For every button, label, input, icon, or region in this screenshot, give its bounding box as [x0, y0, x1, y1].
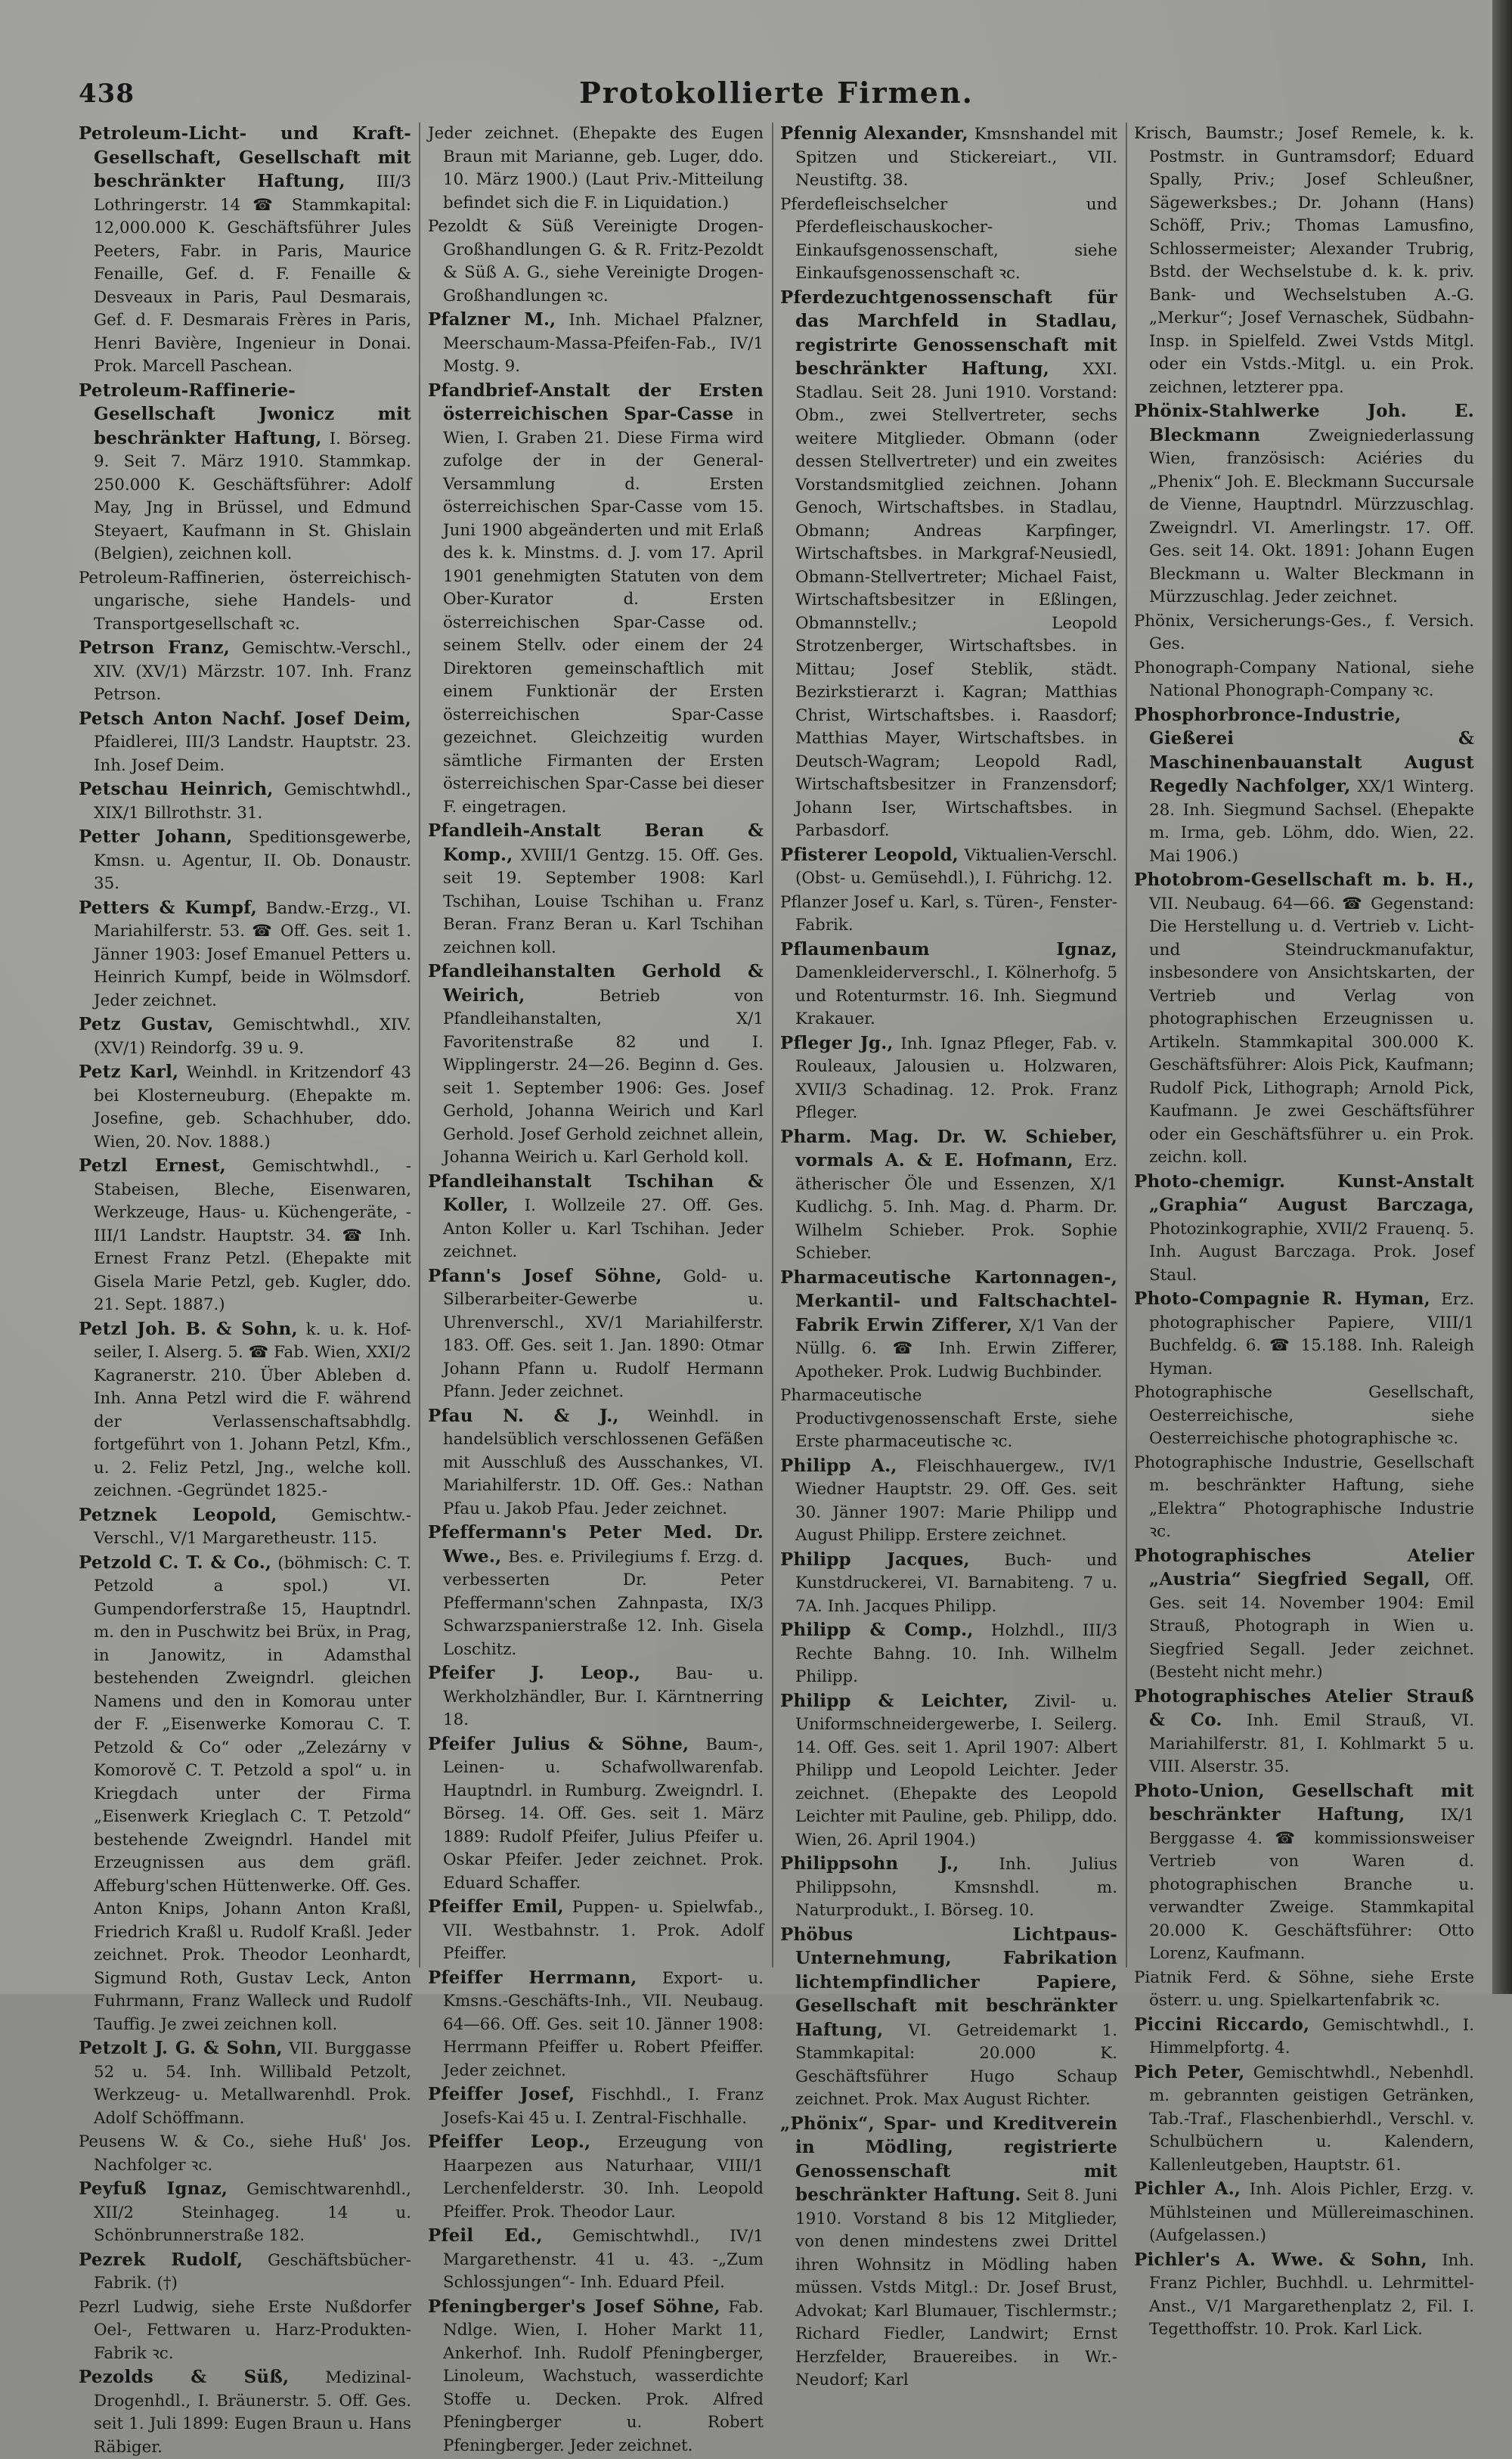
firm-name: Photobrom-Gesellschaft m. b. H.,	[1134, 870, 1474, 890]
entry-details: Inh. Ignaz Pfleger, Fab. v. Rouleaux, Jalousien u. Holzwaren, XVII/3 Schadinag. 12. Prok. Franz Pfleger.	[795, 1034, 1117, 1122]
firm-name: Pfennig Alexander,	[780, 123, 968, 144]
firm-name: Peyfuß Ignaz,	[79, 2178, 228, 2199]
firm-name: Pfisterer Leopold,	[780, 844, 959, 865]
entry-details: Bandw.-Erzg., VI. Mariahilferstr. 53. ☎ Off. Ges. seit 1. Jänner 1903: Josef Emanuel Petters u. Heinrich Kumpf, beide in Wölmsdorf. Jeder zeichnet.	[94, 898, 411, 1010]
directory-entry	[79, 1013, 411, 1060]
directory-entry	[1134, 2014, 1474, 2061]
directory-entry	[79, 2178, 411, 2248]
entry-details: Speditionsgewerbe, Kmsn. u. Agentur, II. Ob. Donaustr. 35.	[94, 828, 411, 893]
firm-name: Pfandbrief-Anstalt der Ersten österreichischen Spar-Casse	[428, 380, 764, 424]
firm-name: Pferdezuchtgenossenschaft für das Marchfeld in Stadlau, registrirte Genossenschaft mit beschränkter Haftung,	[780, 287, 1117, 379]
directory-entry	[79, 1155, 411, 1317]
entry-details: Gemischtwhdl., Nebenhdl. m. gebrannten geistigen Getränken, Tab.-Traf., Flaschenbierhdl., Verschl. v. Schulbüchern u. Kalendern, Kallenleutgeben, Hauptstr. 61.	[1149, 2063, 1474, 2175]
entry-details: Photographische Gesellschaft, Oesterreichische, siehe Oesterreichische photographische ꝛc.	[1134, 1383, 1474, 1448]
entry-details: Erz. ätherischer Öle und Essenzen, X/1 Kudlichg. 5. Inh. Mag. d. Pharm. Dr. Wilhelm Schieber. Prok. Sophie Schieber.	[795, 1152, 1117, 1263]
directory-entry	[1134, 400, 1474, 609]
directory-entry	[1134, 2178, 1474, 2248]
running-title: Protokollierte Firmen.	[579, 76, 974, 110]
entry-details: Seit 8. Juni 1910. Vorstand 8 bis 12 Mitglieder, von denen mindestens zwei Drittel ihren Wohnsitz in Mödling haben müssen. Vstds Mitgl.: Dr. Josef Brust, Advokat; Karl Blumauer, Tischlermstr.; Richard Fiedler, Landwirt; Ernst Herzfelder, Brauereibes. in Wr.-Neudorf; Karl	[795, 2186, 1117, 2389]
directory-entry	[780, 1267, 1117, 1385]
directory-entry	[780, 2113, 1117, 2392]
directory-entry	[780, 1385, 1117, 1454]
firm-name: Pfeiffer Josef,	[428, 2084, 575, 2104]
entry-details: Baum-, Leinen- u. Schafwollwarenfab. Hauptndrl. in Rumburg. Zweigndrl. I. Börseg. 14. Off. Ges. seit 1. März 1889: Rudolf Pfeifer, Julius Pfeifer u. Oskar Pfeifer. Jeder zeichnet. Prok. Eduard Schaffer.	[443, 1735, 764, 1893]
directory-entry	[1134, 122, 1474, 399]
entry-details: Betrieb von Pfandleihanstalten, X/1 Favoritenstraße 82 und I. Wipplingerstr. 24—26. Beginn d. Ges. seit 1. September 1906: Ges. Josef Gerhold, Johanna Weirich und Karl Gerhold. Josef Gerhold zeichnet allein, Johanna Weirich u. Karl Gerhold koll.	[443, 986, 764, 1167]
directory-entry	[1134, 610, 1474, 656]
entry-details: Gold- u. Silberarbeiter-Gewerbe u. Uhrenverschl., XV/1 Mariahilferstr. 183. Off. Ges. seit 1. Jan. 1890: Otmar Johann Pfann u. Rudolf Hermann Pfann. Jeder zeichnet.	[443, 1267, 764, 1401]
directory-entry	[780, 892, 1117, 938]
firm-name: Pfeningberger's Josef Söhne,	[428, 2296, 720, 2317]
directory-entry	[780, 1032, 1117, 1125]
directory-entry	[428, 820, 764, 960]
firm-name: Photo-Union, Gesellschaft mit beschränkter Haftung,	[1134, 1780, 1474, 1825]
directory-entry	[780, 122, 1117, 193]
firm-name: Petroleum-Licht- und Kraft-Gesellschaft, Gesellschaft mit beschränkter Haftung,	[79, 123, 411, 191]
directory-entry	[780, 844, 1117, 891]
firm-name: Pfeil Ed.,	[428, 2225, 543, 2246]
entry-details: Fleischhauergew., IV/1 Wiedner Hauptstr. 29. Off. Ges. seit 30. Jänner 1907: Marie Philipp und August Philipp. Erstere zeichnet.	[795, 1456, 1117, 1545]
firm-name: Petroleum-Raffinerie-Gesellschaft Jwonicz mit beschränkter Haftung,	[79, 380, 411, 448]
directory-entry	[428, 960, 764, 1170]
entry-details: Pharmaceutische Productivgenossenschaft Erste, siehe Erste pharmaceutische ꝛc.	[780, 1386, 1117, 1451]
entry-details: Gemischtwhdl., XIV. (XV/1) Reindorfg. 39 u. 9.	[94, 1016, 411, 1058]
directory-entry	[79, 637, 411, 707]
directory-entry	[428, 1896, 764, 1966]
firm-name: Pfandleih-Anstalt Beran & Komp.,	[428, 820, 764, 865]
entry-details: Gemischtwhdl., IV/1 Margarethenstr. 41 u. 43. -„Zum Schlossjungen“- Inh. Eduard Pfeil.	[443, 2227, 764, 2292]
entry-details: Photozinkographie, XVII/2 Frauenq. 5. Inh. August Barczaga. Prok. Josef Staul.	[1149, 1219, 1474, 1285]
entry-details: Pezoldt & Süß Vereinigte Drogen-Großhandlungen G. & R. Fritz-Pezoldt & Süß A. G., siehe Vereinigte Drogen-Großhandlungen ꝛc.	[428, 217, 764, 305]
entry-details: Gemischtwhdl., -Stabeisen, Bleche, Eisenwaren, Werkzeuge, Haus- u. Küchengeräte, -III/1 Landstr. Hauptstr. 34. ☎ Inh. Ernest Franz Petzl. (Ehepakte mit Gisela Marie Petzl, geb. Kugler, ddo. 21. Sept. 1887.)	[94, 1157, 411, 1314]
directory-entry	[780, 1853, 1117, 1923]
directory-entry	[428, 380, 764, 820]
directory-entry	[79, 380, 411, 566]
directory-entry	[79, 778, 411, 825]
firm-name: Petsch Anton Nachf. Josef Deim,	[79, 708, 411, 729]
firm-name: Pfeifer J. Leop.,	[428, 1663, 641, 1683]
directory-entry	[79, 1504, 411, 1551]
entry-details: k. u. k. Hof-seiler, I. Alserg. 5. ☎ Fab. Wien, XXI/2 Kagranerstr. 210. Über Ableben d. Inh. Anna Petzl wird die F. während der Verlassenschaftsabhdlg. fortgeführt von 1. Johann Petzl, Kfm., u. 2. Feliz Petzl, Jng., welche koll. zeichnen. -Gegründet 1825.-	[94, 1319, 411, 1500]
entry-details: Gemischtw.-Verschl., XIV. (XV/1) Märzstr. 107. Inh. Franz Petrson.	[94, 639, 411, 704]
directory-entry	[780, 1924, 1117, 2112]
entry-details: XX/1 Winterg. 28. Inh. Siegmund Sachsel. (Ehepakte m. Irma, geb. Löhm, ddo. Wien, 22. Mai 1906.)	[1149, 777, 1474, 866]
entry-details: in Wien, I. Graben 21. Diese Firma wird zufolge der in der General-Versammlung d. Ersten österreichischen Spar-Casse vom 15. Juni 1900 abgeänderten und mit Erlaß des k. k. Minstms. d. J. vom 17. April 1901 genehmigten Statuten von dem Ober-Kurator d. Ersten österreichischen Spar-Casse od. seinem Stellv. oder einem der 24 Direktoren gemeinschaftlich mit einem Funktionär der Ersten österreichischen Spar-Casse gezeichnet. Gleichzeitig wurden sämtliche Firmanten der Ersten österreichischen Spar-Casse bei dieser F. eingetragen.	[443, 405, 764, 817]
directory-entry	[780, 1690, 1117, 1853]
directory-entry	[79, 1552, 411, 2037]
entry-details: Jeder zeichnet. (Ehepakte des Eugen Braun mit Marianne, geb. Luger, ddo. 10. März 1900.) (Laut Priv.-Mitteilung befindet sich die F. in Liquidation.)	[428, 124, 764, 212]
directory-entry	[1134, 1967, 1474, 2013]
column-2	[428, 122, 764, 2455]
entry-details: Pferdefleischselcher und Pferdefleischauskocher-Einkaufsgenossenschaft, siehe Einkaufsgenossenschaft ꝛc.	[780, 194, 1117, 283]
entry-details: Inh. Julius Philippsohn, Kmsnshdl. m. Naturprodukt., I. Börseg. 10.	[795, 1855, 1117, 1920]
entry-details: Zweigniederlassung Wien, französisch: Aciéries du „Phenix“ Joh. E. Bleckmann Succursale de Vienne, Hauptndrl. Mürzzuschlag. Zweigndrl. VI. Amerlingstr. 17. Off. Ges. seit 14. Okt. 1891: Johann Eugen Bleckmann u. Walter Bleckmann in Mürzzuschlag. Jeder zeichnet.	[1149, 426, 1474, 606]
directory-entry	[428, 122, 764, 215]
firm-name: Phosphorbronce-Industrie, Gießerei & Maschinenbauanstalt August Regedly Nachfolger,	[1134, 704, 1474, 796]
directory-entry	[428, 1967, 764, 2083]
firm-name: Photo-chemigr. Kunst-Anstalt „Graphia“ August Barczaga,	[1134, 1171, 1474, 1215]
directory-entry	[780, 1455, 1117, 1548]
directory-entry	[1134, 2061, 1474, 2178]
entry-details: Weinhdl. in handelsüblich verschlossenen Gefäßen mit Ausschluß des Ausschankes, VI. Mariahilferstr. 1D. Off. Ges.: Nathan Pfau u. Jakob Pfau. Jeder zeichnet.	[443, 1406, 764, 1518]
firm-name: Petschau Heinrich,	[79, 779, 274, 799]
directory-entry	[428, 216, 764, 308]
directory-entry	[428, 1662, 764, 1732]
firm-name: Pfann's Josef Söhne,	[428, 1265, 662, 1286]
entry-details: I. Börseg. 9. Seit 7. März 1910. Stammkap. 250.000 K. Geschäftsführer: Adolf May, Jng in Brüssel, und Edmund Steyaert, Kaufmann in St. Ghislain (Belgien), zeichnen koll.	[94, 429, 411, 563]
directory-entry	[79, 2249, 411, 2296]
firm-name: Photographisches Atelier Strauß & Co.	[1134, 1685, 1474, 1730]
entry-details: Puppen- u. Spielwfab., VII. Westbahnstr. 1. Prok. Adolf Pfeiffer.	[443, 1898, 764, 1963]
entry-details: XXI. Stadlau. Seit 28. Juni 1910. Vorstand: Obm., zwei Stellvertreter, sechs weitere Mitglieder. Obmann (oder dessen Stellvertreter) und ein zweites Vorstandsmitglied zeichnen. Johann Genoch, Wirtschaftsbes. in Stadlau, Obmann; Andreas Karpfinger, Wirtschaftsbes. in Markgraf-Neusiedl, Obmann-Stellvertreter; Michael Faist, Wirtschaftsbesitzer in Eßlingen, Obmannstellv.; Leopold Strotzenberger, Wirtschaftsbes. in Mittau; Josef Steblik, städt. Bezirkstierarzt i. Kagran; Matthias Christ, Wirtschaftsbes. i. Raasdorf; Matthias Mayer, Wirtschaftsbes. in Deutsch-Wagram; Leopold Radl, Wirtschaftsbesitzer in Franzensdorf; Johann Iser, Wirtschaftsbes. in Parbasdorf.	[795, 360, 1117, 840]
entry-details: Export- u. Kmsns.-Geschäfts-Inh., VII. Neubaug. 64—66. Off. Ges. seit 10. Jänner 1908: Herrmann Pfeiffer u. Robert Pfeiffer. Jeder zeichnet.	[443, 1968, 764, 2080]
directory-entry	[780, 287, 1117, 843]
firm-name: Pichler's A. Wwe. & Sohn,	[1134, 2249, 1427, 2270]
directory-entry	[79, 897, 411, 1013]
directory-entry	[1134, 704, 1474, 869]
directory-entry	[1134, 2249, 1474, 2342]
entry-details: Geschäftsbücher-Fabrik. (†)	[94, 2250, 411, 2293]
entry-details: Peusens W. & Co., siehe Huß' Jos. Nachfolger ꝛc.	[79, 2132, 411, 2175]
firm-name: Phönix-Stahlwerke Joh. E. Bleckmann	[1134, 401, 1474, 445]
firm-name: Phöbus Lichtpaus-Unternehmung, Fabrikation lichtempfindlicher Papiere, Gesellschaft mit beschränkter Haftung,	[780, 1924, 1117, 2040]
entry-details: Off. Ges. seit 14. November 1904: Emil Strauß, Photograph in Wien u. Siegfried Segall. Jeder zeichnet. (Besteht nicht mehr.)	[1149, 1571, 1474, 1682]
directory-entry	[79, 708, 411, 778]
entry-details: Inh. Franz Pichler, Buchhdl. u. Lehrmittel-Anst., V/1 Margarethenplatz 2, Fil. I. Tegetthoffstr. 10. Prok. Karl Lick.	[1149, 2250, 1474, 2339]
firm-name: Philipp & Leichter,	[780, 1690, 1009, 1711]
directory-entry	[428, 1265, 764, 1404]
firm-name: Petrson Franz,	[79, 637, 230, 658]
binding-edge	[1492, 0, 1512, 1994]
firm-name: Photographisches Atelier „Austria“ Siegfried Segall,	[1134, 1545, 1474, 1589]
firm-name: Petters & Kumpf,	[79, 897, 257, 918]
entry-details: Gemischtw.-Verschl., V/1 Margaretheustr. 115.	[94, 1505, 411, 1548]
firm-name: Philippsohn J.,	[780, 1853, 959, 1874]
entry-details: Piatnik Ferd. & Söhne, siehe Erste österr. u. ung. Spielkartenfabrik ꝛc.	[1134, 1968, 1474, 2010]
firm-name: „Phönix“, Spar- und Kreditverein in Mödling, registrierte Genossenschaft mit beschränkter Haftung.	[780, 2113, 1117, 2205]
firm-name: Pichler A.,	[1134, 2178, 1241, 2199]
entry-details: Photographische Industrie, Gesellschaft m. beschränkter Haftung, siehe „Elektra“ Photographische Industrie ꝛc.	[1134, 1453, 1474, 1541]
firm-name: Pharm. Mag. Dr. W. Schieber, vormals A. & E. Hofmann,	[780, 1126, 1117, 1171]
column-4	[1134, 122, 1474, 2339]
directory-entry	[1134, 1381, 1474, 1451]
directory-entry	[780, 1549, 1117, 1619]
directory-entry	[79, 2366, 411, 2459]
entry-details: Pfaidlerei, III/3 Landstr. Hauptstr. 23. Inh. Josef Deim.	[94, 733, 411, 775]
column-1	[79, 122, 412, 2457]
firm-name: Pfeiffer Herrmann,	[428, 1967, 637, 1988]
entry-details: Kmsnshandel mit Spitzen und Stickereiart., VII. Neustiftg. 38.	[795, 125, 1117, 190]
firm-name: Piccini Riccardo,	[1134, 2014, 1310, 2035]
firm-name: Pfeffermann's Peter Med. Dr. Wwe.,	[428, 1522, 764, 1567]
entry-details: I. Wollzeile 27. Off. Ges. Anton Koller u. Karl Tschihan. Jeder zeichnet.	[443, 1196, 764, 1261]
firm-name: Petz Karl,	[79, 1062, 179, 1082]
firm-name: Petz Gustav,	[79, 1014, 214, 1034]
directory-entry	[428, 2296, 764, 2458]
firm-name: Pezrek Rudolf,	[79, 2249, 243, 2270]
directory-entry	[428, 309, 764, 379]
firm-name: Pezolds & Süß,	[79, 2367, 290, 2387]
entry-details: X/1 Van der Nüllg. 6. ☎ Inh. Erwin Zifferer, Apotheker. Prok. Ludwig Buchbinder.	[795, 1316, 1117, 1381]
firm-name: Pfeiffer Emil,	[428, 1896, 564, 1917]
directory-entry	[780, 194, 1117, 286]
directory-entry	[79, 2131, 411, 2177]
entry-details: Gemischtwarenhdl., XII/2 Steinhageg. 14 u. Schönbrunnerstraße 182.	[94, 2180, 411, 2245]
entry-details: Erzeugung von Haarpezen aus Naturhaar, VIII/1 Lerchenfelderstr. 30. Inh. Leopold Pfeiffer. Prok. Theodor Laur.	[443, 2133, 764, 2222]
firm-name: Pfalzner M.,	[428, 309, 556, 330]
entry-details: Weinhdl. in Kritzendorf 43 bei Klosterneuburg. (Ehepakte m. Josefine, geb. Schachhuber, ddo. Wien, 20. Nov. 1888.)	[94, 1063, 411, 1152]
column-3	[780, 122, 1117, 2389]
entry-details: Phonograph-Company National, siehe National Phonograph-Company ꝛc.	[1134, 658, 1474, 700]
entry-details: Holzhdl., III/3 Rechte Bahng. 10. Inh. Wilhelm Philipp.	[795, 1621, 1117, 1686]
directory-entry	[428, 2225, 764, 2295]
firm-name: Petzolt J. G. & Sohn,	[79, 2038, 283, 2058]
firm-name: Petter Johann,	[79, 826, 233, 847]
firm-name: Petzold C. T. & Co.,	[79, 1552, 272, 1573]
entry-details: VI. Getreidemarkt 1. Stammkapital: 20.000 K. Geschäftsführer Hugo Schaup zeichnet. Prok. Max August Richter.	[795, 2020, 1117, 2109]
entry-details: VII. Neubaug. 64—66. ☎ Gegenstand: Die Herstellung u. d. Vertrieb v. Licht- und Steindruckmanufaktur, insbesondere von Ansichtskarten, der Vertrieb und Verlag von photographischen Erzeugnissen u. Artikeln. Stammkapital 300.000 K. Geschäftsführer: Alois Pick, Kaufmann; Rudolf Pick, Lithograph; Arnold Pick, Kaufmann. Je zwei Geschäftsführer oder ein Geschäftsführer u. ein Prok. zeichn. koll.	[1149, 894, 1474, 1167]
entry-details: Zivil- u. Uniformschneidergewerbe, I. Seilerg. 14. Off. Ges. seit 1. April 1907: Albert Philipp und Leopold Leichter. Jeder zeichnet. (Ehepakte des Leopold Leichter mit Pauline, geb. Philipp, ddo. Wien, 26. April 1904.)	[795, 1692, 1117, 1850]
directory-entry	[1134, 1780, 1474, 1966]
entry-details: Bes. e. Privilegiums f. Erzg. d. verbesserten Dr. Peter Pfeffermann'schen Zahnpasta, IX/3 Schwarzspanierstraße 12. Inh. Gisela Loschitz.	[443, 1547, 764, 1659]
entry-details: Phönix, Versicherungs-Ges., f. Versich. Ges.	[1134, 611, 1474, 653]
firm-name: Pfandleihanstalten Gerhold & Weirich,	[428, 961, 764, 1006]
directory-entry	[1134, 1685, 1474, 1779]
entry-details: Pezrl Ludwig, siehe Erste Nußdorfer Oel-, Fettwaren u. Harz-Produkten-Fabrik ꝛc.	[79, 2297, 411, 2363]
firm-name: Petznek Leopold,	[79, 1504, 277, 1525]
directory-columns	[79, 122, 1474, 2457]
entry-details: Fischhdl., I. Franz Josefs-Kai 45 u. I. Zentral-Fischhalle.	[443, 2085, 764, 2128]
entry-details: Inh. Michael Pfalzner, Meerschaum-Massa-Pfeifen-Fab., IV/1 Mostg. 9.	[443, 311, 764, 376]
entry-details: Medizinal-Drogenhdl., I. Bräunerstr. 5. Off. Ges. seit 1. Juli 1899: Eugen Braun u. Hans Räbiger.	[94, 2368, 411, 2457]
entry-details: IX/1 Berggasse 4. ☎ kommissionsweiser Vertrieb von Waren d. photographischen Branche u. verwandter Zweige. Stammkapital 20.000 K. Geschäftsführer: Otto Lorenz, Kaufmann.	[1149, 1806, 1474, 1963]
entry-details: Fab. Ndlge. Wien, I. Hoher Markt 11, Ankerhof. Inh. Rudolf Pfeningberger, Linoleum, Wachstuch, wasserdichte Stoffe u. Decken. Prok. Alfred Pfeningberger u. Robert Pfeningberger. Jeder zeichnet.	[443, 2297, 764, 2455]
entry-details: Viktualien-Verschl. (Obst- u. Gemüsehdl.), I. Führichg. 12.	[795, 845, 1117, 888]
firm-name: Petzl Ernest,	[79, 1155, 226, 1176]
entry-details: Damenkleiderverschl., I. Kölnerhofg. 5 und Rotenturmstr. 16. Inh. Siegmund Krakauer.	[795, 963, 1117, 1028]
firm-name: Pfeifer Julius & Söhne,	[428, 1733, 689, 1754]
directory-entry	[428, 2131, 764, 2224]
directory-entry	[428, 1171, 764, 1264]
firm-name: Pharmaceutische Kartonnagen-, Merkantil- und Faltschachtel-Fabrik Erwin Zifferer,	[780, 1267, 1117, 1335]
firm-name: Petzl Joh. B. & Sohn,	[79, 1318, 298, 1339]
entry-details: VII. Burggasse 52 u. 54. Inh. Willibald Petzolt, Werkzeug- u. Metallwarenhdl. Prok. Adolf Schöffmann.	[94, 2039, 412, 2128]
entry-details: XVIII/1 Gentzg. 15. Off. Ges. seit 19. September 1908: Karl Tschihan, Louise Tschihan u. Franz Beran. Franz Beran u. Karl Tschihan zeichnen koll.	[443, 845, 764, 957]
directory-entry	[1134, 657, 1474, 703]
entry-details: Buch- und Kunstdruckerei, VI. Barnabiteng. 7 u. 7A. Inh. Jacques Philipp.	[795, 1550, 1117, 1616]
directory-entry	[1134, 1452, 1474, 1544]
directory-entry	[428, 1521, 764, 1661]
entry-details: Krisch, Baumstr.; Josef Remele, k. k. Postmstr. in Guntramsdorf; Eduard Spally, Priv.; Josef Schleußner, Sägewerksbes.; Dr. Johann (Hans) Schöff, Priv.; Thomas Lamusfino, Schlossermeister; Alexander Trubrig, Bstd. der Wechselstube d. k. k. priv. Bank- und Wechselstuben A.-G. „Merkur“; Josef Vernaschek, Südbahn-Insp. in Spielfeld. Zwei Vstds Mitgl. oder ein Vstds.-Mitgl. u. ein Prok. zeichnen, letzterer ppa.	[1134, 124, 1474, 397]
directory-entry	[79, 122, 411, 379]
entry-details: Inh. Alois Pichler, Erzg. v. Mühlsteinen und Müllereimaschinen. (Aufgelassen.)	[1149, 2180, 1474, 2245]
page-number: 438	[79, 79, 135, 109]
entry-details: III/3 Lothringerstr. 14 ☎ Stammkapital: 12,000.000 K. Geschäftsführer Jules Peeters, Fabr. in Paris, Maurice Fenaille, Gef. d. F. Fenaille & Desveaux in Paris, Paul Desmarais, Gef. d. F. Desmarais Frères in Paris, Henri Bavière, Ingenieur in Donai. Prok. Marcell Paschean.	[94, 172, 411, 376]
firm-name: Pfandleihanstalt Tschihan & Koller,	[428, 1171, 764, 1215]
directory-entry	[780, 938, 1117, 1031]
entry-details: Gemischtwhdl., I. Himmelpfortg. 4.	[1149, 2015, 1474, 2057]
entry-details: Pflanzer Josef u. Karl, s. Türen-, Fenster-Fabrik.	[780, 892, 1117, 935]
firm-name: Photo-Compagnie R. Hyman,	[1134, 1288, 1430, 1309]
entry-details: Erz. photographischer Papiere, VIII/1 Buchfeldg. 6. ☎ 15.188. Inh. Raleigh Hyman.	[1149, 1290, 1474, 1378]
firm-name: Philipp & Comp.,	[780, 1620, 974, 1640]
directory-entry	[428, 2083, 764, 2130]
entry-details: Bau- u. Werkholzhändler, Bur. I. Kärntnerring 18.	[443, 1664, 764, 1729]
entry-details: Inh. Emil Strauß, VI. Mariahilferstr. 81, I. Kohlmarkt 5 u. VIII. Alserstr. 35.	[1149, 1711, 1474, 1776]
directory-entry	[1134, 1288, 1474, 1381]
firm-name: Pich Peter,	[1134, 2061, 1245, 2082]
firm-name: Philipp A.,	[780, 1455, 897, 1476]
page-header	[79, 76, 1474, 118]
directory-entry	[1134, 1171, 1474, 1288]
directory-entry	[428, 1733, 764, 1896]
directory-entry	[79, 826, 411, 896]
directory-entry	[1134, 1545, 1474, 1685]
firm-name: Pfeiffer Leop.,	[428, 2132, 591, 2152]
directory-entry	[79, 1318, 411, 1503]
directory-entry	[79, 567, 411, 637]
directory-entry	[79, 2296, 411, 2366]
firm-name: Philipp Jacques,	[780, 1549, 970, 1570]
directory-entry	[428, 1405, 764, 1521]
directory-entry	[780, 1619, 1117, 1689]
directory-entry	[780, 1126, 1117, 1266]
directory-entry	[1134, 869, 1474, 1170]
entry-details: Gemischtwhdl., XIX/1 Billrothstr. 31.	[94, 780, 411, 823]
entry-details: Petroleum-Raffinerien, österreichisch-ungarische, siehe Handels- und Transportgesellschaft ꝛc.	[79, 568, 411, 634]
directory-entry	[79, 1061, 411, 1154]
firm-name: Pfau N. & J.,	[428, 1405, 619, 1426]
firm-name: Pfleger Jg.,	[780, 1032, 894, 1053]
firm-name: Pflaumenbaum Ignaz,	[780, 938, 1117, 960]
entry-details: (böhmisch: C. T. Petzold a spol.) VI. Gumpendorferstraße 15, Hauptndrl. m. den in Puschwitz bei Brüx, in Prag, in Janowitz, in Adamsthal bestehenden Zweigndrl. gleichen Namens und den in Komorau unter der F. „Eisenwerke Komorau C. T. Petzold & Co“ oder „Zelezárny v Komorově C. T. Petzold a spol“ u. in Kriegdach unter der Firma „Eisenwerk Krieglach C. T. Petzold“ bestehende Zweigndrl. Handel mit Erzeugnissen aus dem gräfl. Affeburg'schen Hüttenwerke. Off. Ges. Anton Knips, Johann Anton Kraßl, Friedrich Kraßl u. Rudolf Kraßl. Jeder zeichnet. Prok. Theodor Leonhardt, Sigmund Roth, Gustav Leck, Anton Fuhrmann, Franz Walleck und Rudolf Tauffig. Je zwei zeichnen koll.	[94, 1553, 411, 2034]
directory-entry	[79, 2037, 411, 2130]
